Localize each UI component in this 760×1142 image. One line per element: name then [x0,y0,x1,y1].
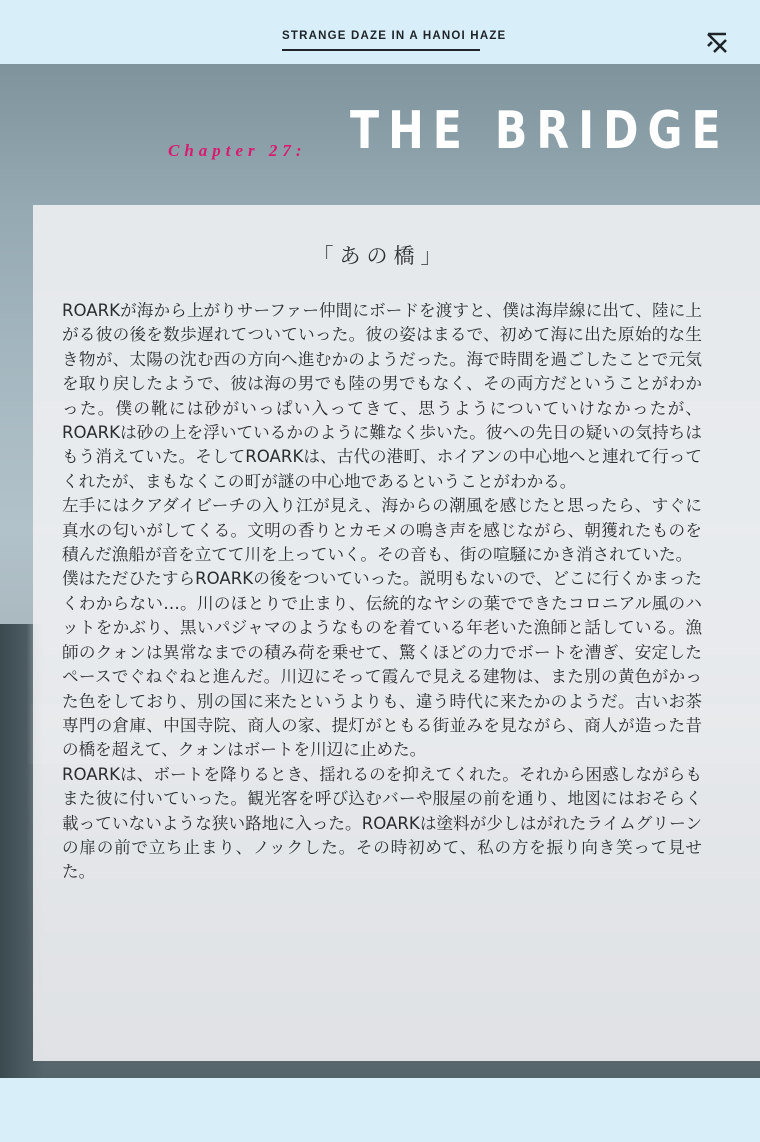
section-heading: 「あの橋」 [312,244,448,268]
top-bar [0,0,760,64]
series-title[interactable]: STRANGE DAZE IN A HANOI HAZE [282,30,507,42]
article-paragraph-4: ROARKは、ボートを降りるとき、揺れるのを抑えてくれた。それから困惑しながらもまた彼に付いていった。観光客を呼び込むバーや服屋の前を通り、地図にはおそらく載っていないような狭い路地に入った。ROARKは塗料が少しはがれたライムグリーンの扉の前で立ち止まり、ノックした。その時初めて、私の方を振り向き笑って見せた。 [62,764,702,882]
article-paragraph-3: 僕はただひたすらROARKの後をついていった。説明もないので、どこに行くかまったくわからない…。川のほとりで止まり、伝統的なヤシの葉でできたコロニアル風のハットをかぶり、黒いパジャマのようなものを着ている年老いた漁師と話している。漁師のクォンは異常なまでの積み荷を乗せて、驚くほどの力でボートを漕ぎ、安定したペースでぐねぐねと進んだ。川辺にそって霞んで見える建物は、また別の黄色がかった色をしており、別の国に来たというよりも、違う時代に来たかのようだ。古いお茶専門の倉庫、中国寺院、商人の家、提灯がともる街並みを見ながら、商人が造った昔の橋を超えて、クォンはボートを川辺に止めた。 [62,569,702,760]
chapter-title: THE BRIDGE [350,101,730,161]
article-paragraph-1: ROARKが海から上がりサーファー仲間にボードを渡すと、僕は海岸線に出て、陸に上がる彼の後を数歩遅れてついていった。彼の姿はまるで、初めて海に出た原始的な生き物が、太陽の沈む西の方向へ進むかのようだった。海で時間を過ごしたことで元気を取り戻したようで、彼は海の男でも陸の男でもなく、その両方だということがわかった。僕の靴には砂がいっぱい入ってきて、思うようについていけなかったが、ROARKは砂の上を浮いているかのように難なく歩いた。彼への先日の疑いの気持ちはもう消えていた。そしてROARKは、古代の港町、ホイアンの中心地へと連れて行ってくれたが、まもなくこの町が謎の中心地であるということがわかる。 [62,301,702,491]
chapter-label: Chapter 27: [168,141,307,160]
stylized-logo-icon[interactable] [705,31,729,55]
article-body [62,299,702,885]
series-title-underline [282,49,480,51]
article-paragraph-2: 左手にはクアダイビーチの入り江が見え、海からの潮風を感じたと思ったら、すぐに真水の匂いがしてくる。文明の香りとカモメの鳴き声を感じながら、朝獲れたものを積んだ漁船が音を立てて川を上っていく。その音も、街の喧騒にかき消されていた。 [62,496,702,565]
